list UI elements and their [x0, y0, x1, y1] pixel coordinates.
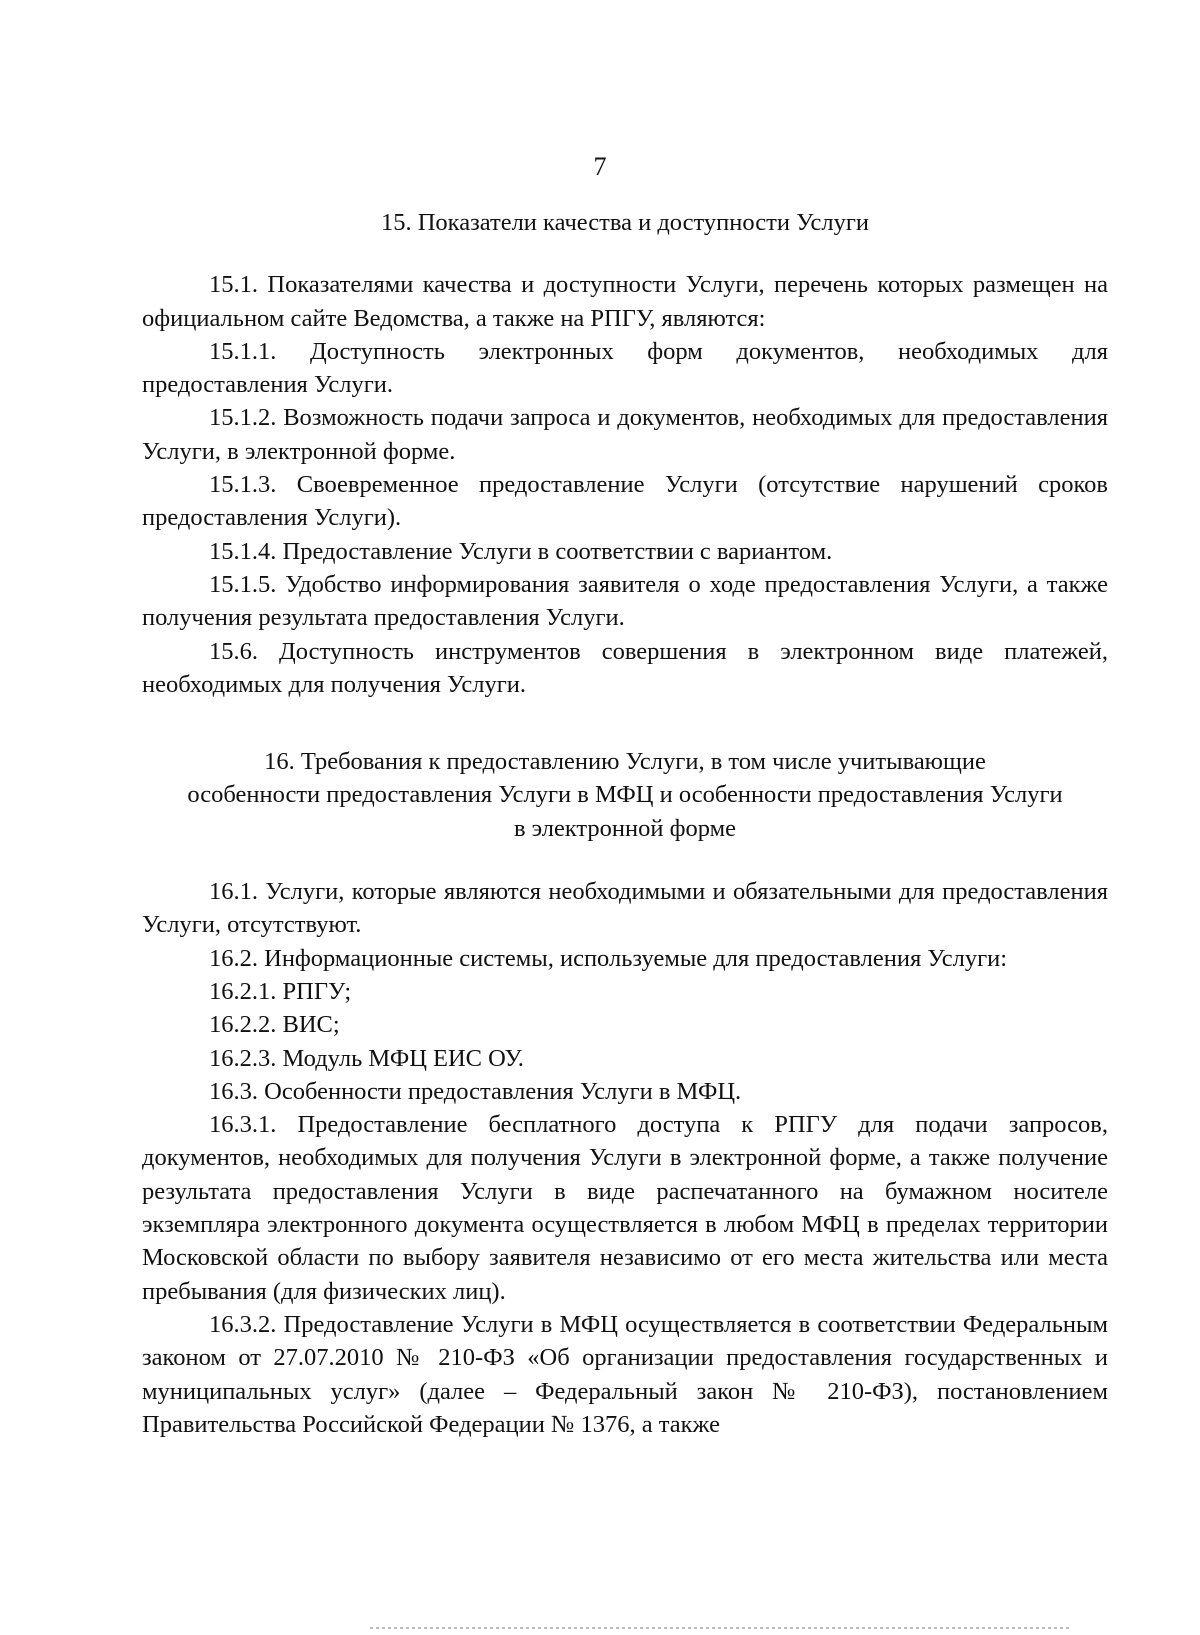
section-16-heading — [142, 745, 1108, 845]
paragraph-15-1: 15.1. Показателями качества и доступности Услуги, перечень которых размещен на официальном сайте Ведомства, а также на РПГУ, являются: — [142, 271, 1108, 332]
scan-edge-divider — [370, 1627, 1070, 1629]
section-16-heading-line: 16. Требования к предоставлению Услуги, в том числе учитывающие — [264, 748, 986, 776]
section-15-heading: 15. Показатели качества и доступности Услуги — [380, 209, 869, 236]
paragraph-16-2-2: 16.2.2. ВИС; — [209, 1011, 340, 1039]
paragraph-15-1-4: 15.1.4. Предоставление Услуги в соответствии с вариантом. — [209, 537, 833, 565]
paragraph-16-3-2: 16.3.2. Предоставление Услуги в МФЦ осуществляется в соответствии Федеральным законом от 27.07.2010 № 210-ФЗ «Об организации предоставления государственных и муниципальных услуг» (далее – Федеральный закон № 210-ФЗ), постановлением Правительства Российской Федерации № 1376, а также — [142, 1310, 1108, 1438]
paragraph-16-2: 16.2. Информационные системы, используемые для предоставления Услуги: — [209, 944, 1008, 972]
paragraph-16-2-1: 16.2.1. РПГУ; — [209, 977, 352, 1005]
paragraph-15-1-3: 15.1.3. Своевременное предоставление Услуги (отсутствие нарушений сроков предоставления Услуги). — [142, 471, 1108, 532]
section-16-heading-line: особенности предоставления Услуги в МФЦ и особенности предоставления Услуги — [187, 781, 1063, 809]
paragraph-15-1-2: 15.1.2. Возможность подачи запроса и документов, необходимых для предоставления Услуги, в электронной форме. — [142, 404, 1108, 465]
paragraph-15-6: 15.6. Доступность инструментов совершения в электронном виде платежей, необходимых для получения Услуги. — [142, 637, 1108, 698]
paragraph-15-1-5: 15.1.5. Удобство информирования заявителя о ходе предоставления Услуги, а также получения результата предоставления Услуги. — [142, 570, 1108, 632]
paragraph-16-3-1: 16.3.1. Предоставление бесплатного доступа к РПГУ для подачи запросов, документов, необходимых для получения Услуги в электронной форме, а также получение результата предоставления Услуги в виде распечатанного на бумажном носителе экземпляра электронного документа осуществляется в любом МФЦ в пределах территории Московской области по выбору заявителя независимо от его места жительства или места пребывания (для физических лиц). — [142, 1111, 1108, 1305]
section-16-heading-line: в электронной форме — [513, 814, 737, 842]
document-body — [142, 206, 1108, 1441]
page-number: 7 — [593, 152, 607, 181]
paragraph-16-3: 16.3. Особенности предоставления Услуги в МФЦ. — [209, 1077, 742, 1105]
paragraph-16-2-3: 16.2.3. Модуль МФЦ ЕИС ОУ. — [209, 1044, 524, 1072]
paragraph-16-1: 16.1. Услуги, которые являются необходимыми и обязательными для предоставления Услуги, отсутствуют. — [142, 878, 1108, 939]
paragraph-15-1-1: 15.1.1. Доступность электронных форм документов, необходимых для предоставления Услуги. — [142, 337, 1108, 399]
